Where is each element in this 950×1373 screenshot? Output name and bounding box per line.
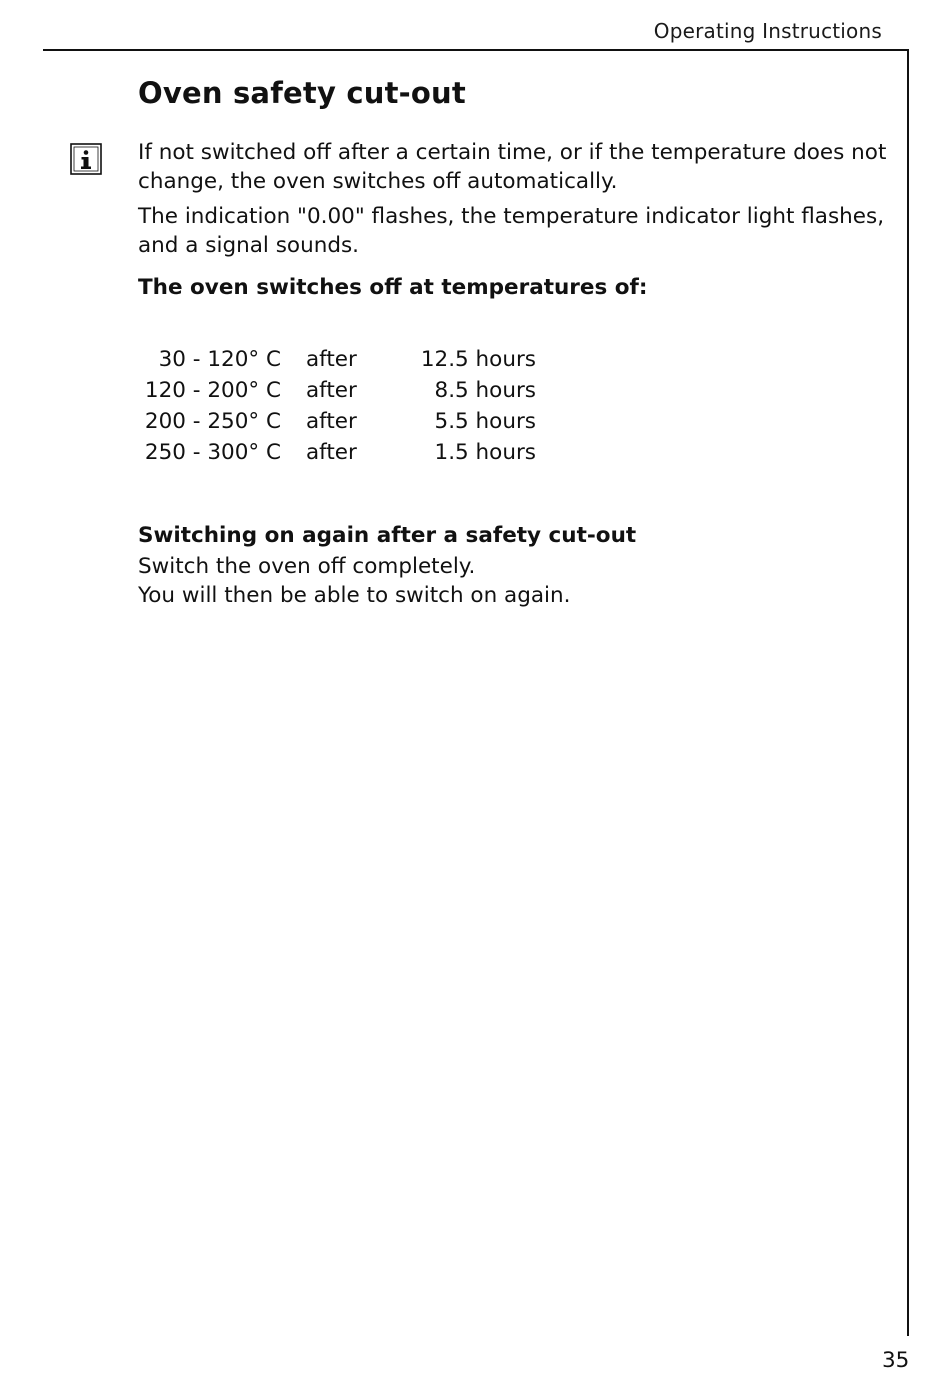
temperature-range: 250 - 300° C: [144, 440, 281, 465]
intro-paragraph: If not switched off after a certain time, or if the temperature does not change, the oven switches off automatically.: [138, 140, 887, 194]
cutout-duration: 12.5 hours: [420, 347, 536, 372]
table-row: [138, 437, 536, 468]
cutout-duration: 8.5 hours: [434, 378, 536, 403]
after-label: after: [306, 409, 357, 434]
section-title: Oven safety cut-out: [138, 76, 466, 110]
after-label: after: [306, 440, 357, 465]
cutout-table: [138, 344, 536, 468]
after-label: after: [306, 378, 357, 403]
indication-paragraph: The indication "0.00" flashes, the temperature indicator light flashes, and a signal sounds.: [138, 204, 885, 258]
restart-instructions: [138, 552, 888, 610]
page-edge-rule: [907, 49, 909, 1336]
info-i-icon: [70, 143, 102, 175]
running-header: Operating Instructions: [653, 19, 882, 43]
restart-heading: Switching on again after a safety cut-out: [138, 523, 637, 548]
temperature-range: 200 - 250° C: [144, 409, 281, 434]
table-heading: The oven switches off at temperatures of:: [138, 275, 648, 300]
page-number: 35: [882, 1348, 910, 1373]
restart-line: Switch the oven off completely.: [138, 554, 476, 579]
header-rule: [43, 49, 909, 51]
cutout-duration: 1.5 hours: [434, 440, 536, 465]
table-row: [138, 375, 536, 406]
restart-line: You will then be able to switch on again.: [138, 583, 571, 608]
cutout-duration: 5.5 hours: [434, 409, 536, 434]
temperature-range: 120 - 200° C: [144, 378, 281, 403]
after-label: after: [306, 347, 357, 372]
table-row: [138, 406, 536, 437]
temperature-range: 30 - 120° C: [158, 347, 281, 372]
table-row: [138, 344, 536, 375]
